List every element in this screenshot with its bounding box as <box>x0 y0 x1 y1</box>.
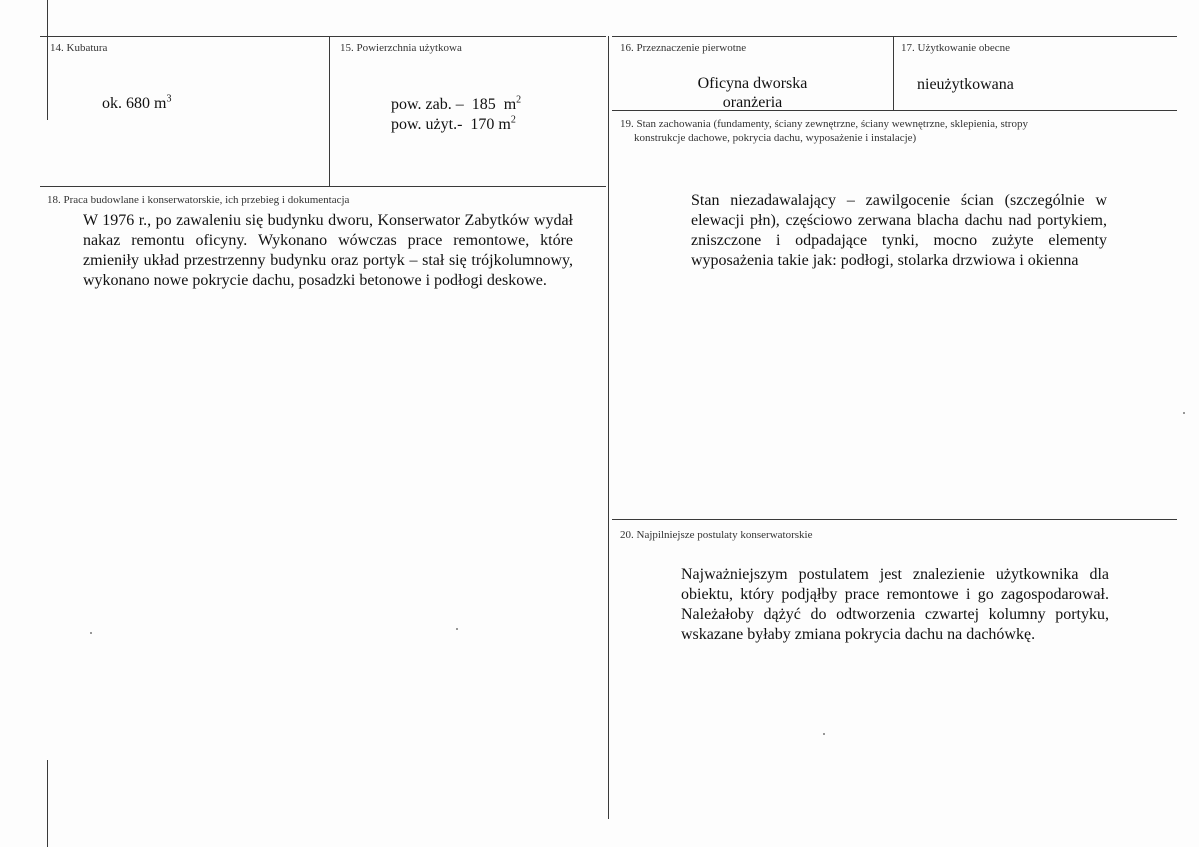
top-border-left <box>40 36 606 37</box>
divider-row1-row2 <box>40 186 606 187</box>
divider-16-17 <box>893 36 894 110</box>
pow-uzyt-unit: m <box>498 116 511 133</box>
kubatura-exp: 3 <box>166 93 172 105</box>
field-16-line2: oranżeria <box>722 94 783 111</box>
pow-zab-exp: 2 <box>516 94 522 106</box>
left-margin-line-lower <box>47 760 48 847</box>
pow-uzyt-exp: 2 <box>510 114 516 126</box>
center-divider <box>608 36 609 819</box>
scan-speck <box>1183 412 1185 414</box>
field-20-label: 20. Najpilniejsze postulaty konserwatorskie <box>620 529 813 541</box>
field-15-label: 15. Powierzchnia użytkowa <box>340 42 462 54</box>
field-18-text: W 1976 r., po zawaleniu się budynku dworu, Konserwator Zabytków wydał nakaz remontu oficyny. Wykonano wówczas prace remontowe, które zmieniły układ przestrzenny budynku oraz portyk – stał się trójkolumnowy, wykonano nowe pokrycie dachu, posadzki betonowe i podłogi deskowe. <box>83 212 573 289</box>
scan-speck <box>90 632 92 634</box>
divider-14-15 <box>329 36 330 186</box>
pow-zab-unit: m <box>503 96 517 113</box>
kubatura-value: ok. 680 <box>102 95 150 112</box>
field-17-value: nieużytkowana <box>917 76 1014 93</box>
field-15-line2 <box>391 115 516 135</box>
field-19-label-line2: konstrukcje dachowe, pokrycia dachu, wyposażenie i instalacje) <box>634 132 917 144</box>
field-19-text: Stan niezadawalający – zawilgocenie ścian (szczególnie w elewacji płn), częściowo zerwana blacha dachu nad portykiem, zniszczone i odpadające tynki, mocno zużyte elementy wyposażenia takie jak: podłogi, stolarka drzwiowa i okienna <box>691 192 1107 269</box>
field-19-label-line1: 19. Stan zachowania (fundamenty, ściany zewnętrzne, ściany wewnętrzne, sklepienia, stropy <box>620 118 1028 130</box>
field-14-label: 14. Kubatura <box>50 42 108 54</box>
field-20-text: Najważniejszym postulatem jest znalezienie użytkownika dla obiektu, który podjąłby prace remontowe i go zagospodarował. Należałoby dążyć do odtworzenia czwartej kolumny portyku, wskazane byłaby zmiana pokrycia dachu na dachówkę. <box>681 566 1109 643</box>
field-15-line1 <box>391 95 521 115</box>
left-margin-line <box>47 0 48 120</box>
pow-uzyt-prefix: pow. użyt.- <box>391 116 463 133</box>
kubatura-unit: m <box>154 95 167 112</box>
field-14-value <box>102 94 171 114</box>
scan-speck <box>823 733 825 735</box>
divider-19-20 <box>612 519 1177 520</box>
field-16-label: 16. Przeznaczenie pierwotne <box>620 42 747 54</box>
field-17-label: 17. Użytkowanie obecne <box>901 42 1011 54</box>
field-16-line1: Oficyna dworska <box>697 75 808 92</box>
field-18-label: 18. Praca budowlane i konserwatorskie, ich przebieg i dokumentacja <box>47 194 350 206</box>
pow-zab-prefix: pow. zab. – <box>391 96 464 113</box>
top-border-right <box>612 36 1177 37</box>
pow-zab-value: 185 <box>471 96 496 113</box>
pow-uzyt-value: 170 <box>470 116 495 133</box>
scan-speck <box>456 628 458 630</box>
